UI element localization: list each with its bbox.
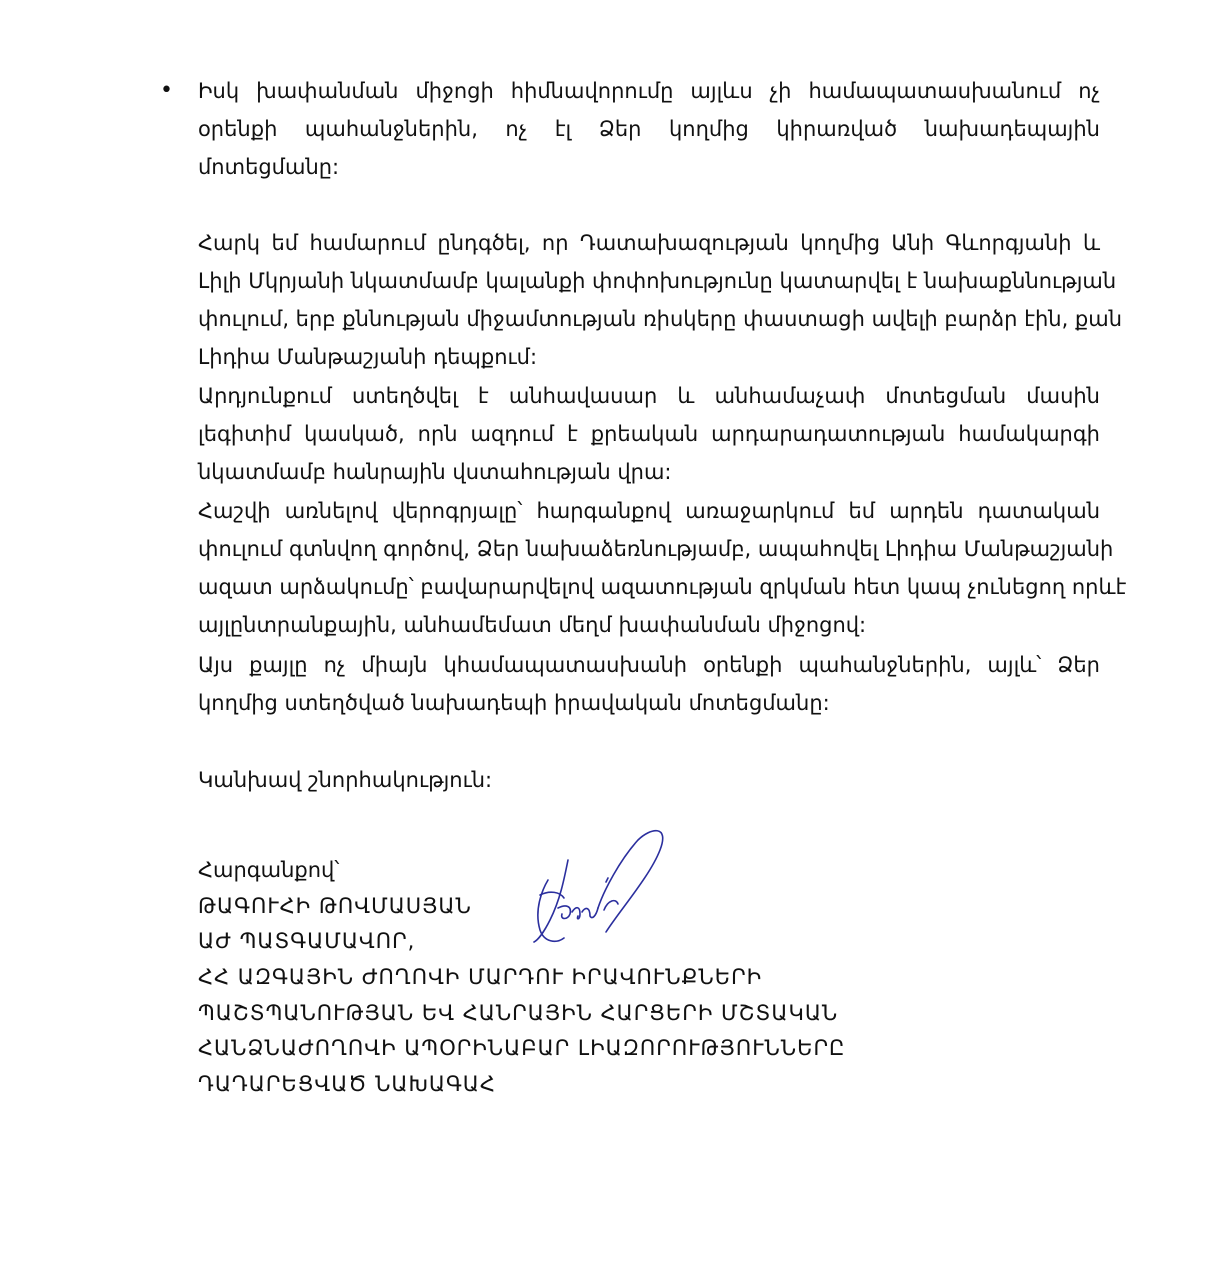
paragraph-3-line-2: փուլում գտնվող գործով, Ձեր նախաձեռնությամբ, ապահովել Լիդիա Մանթաշյանի bbox=[198, 537, 1114, 561]
paragraph-1-line-1: Հարկ եմ համարում ընդգծել, որ Դատախազության կողմից Անի Գևորգյանի և bbox=[198, 231, 1100, 255]
paragraph-4-line-2: կողմից ստեղծված նախադեպի իրավական մոտեցմանը: bbox=[198, 691, 830, 715]
bullet-line-1: Իսկ խափանման միջոցի հիմնավորումը այլևս չի համապատասխանում ոչ bbox=[198, 79, 1100, 103]
paragraph-4-line-1: Այս քայլը ոչ միայն կհամապատասխանի օրենքի պահանջներին, այլև՝ Ձեր bbox=[198, 653, 1100, 677]
paragraph-3-line-3: ազատ արձակումը՝ բավարարվելով ազատության զրկման հետ կապ չունեցող որևէ bbox=[198, 575, 1127, 599]
signatory-title-1: ԱԺ ՊԱՏԳԱՄԱՎՈՐ, bbox=[198, 929, 416, 953]
handwritten-signature bbox=[520, 820, 680, 950]
paragraph-3-line-1: Հաշվի առնելով վերոգրյալը՝ հարգանքով առաջարկում եմ արդեն դատական bbox=[198, 499, 1100, 523]
salutation: Հարգանքով՝ bbox=[198, 858, 340, 882]
closing-thanks: Կանխավ շնորհակություն: bbox=[198, 768, 493, 792]
signatory-name: ԹԱԳՈՒՀԻ ԹՈՎՄԱՍՅԱՆ bbox=[198, 894, 472, 918]
paragraph-1-line-4: Լիդիա Մանթաշյանի դեպքում: bbox=[198, 345, 538, 369]
paragraph-1-line-3: փուլում, երբ քննության միջամտության ռիսկերը փաստացի ավելի բարձր էին, քան bbox=[198, 307, 1123, 331]
paragraph-1-line-2: Լիլի Մկրյանի նկատմամբ կալանքի փոփոխությունը կատարվել է նախաքննության bbox=[198, 269, 1117, 293]
paragraph-2-line-2: լեգիտիմ կասկած, որն ազդում է քրեական արդարադատության համակարգի bbox=[198, 422, 1100, 446]
paragraph-2-line-3: նկատմամբ հանրային վստահության վրա: bbox=[198, 460, 672, 484]
signatory-title-3: ՊԱՇՏՊԱՆՈՒԹՅԱՆ ԵՎ ՀԱՆՐԱՅԻՆ ՀԱՐՑԵՐԻ ՄՇՏԱԿԱՆ bbox=[198, 1001, 839, 1025]
bullet-marker: • bbox=[160, 78, 173, 103]
signatory-title-5: ԴԱԴԱՐԵՑՎԱԾ ՆԱԽԱԳԱՀ bbox=[198, 1072, 496, 1096]
paragraph-2-line-1: Արդյունքում ստեղծվել է անհավասար և անհամաչափ մոտեցման մասին bbox=[198, 384, 1100, 408]
signatory-title-2: ՀՀ ԱԶԳԱՅԻՆ ԺՈՂՈՎԻ ՄԱՐԴՈՒ ԻՐԱՎՈՒՆՔՆԵՐԻ bbox=[198, 965, 763, 989]
signatory-title-4: ՀԱՆՁՆԱԺՈՂՈՎԻ ԱՊՕՐԻՆԱԲԱՐ ԼԻԱԶՈՐՈՒԹՅՈՒՆՆԵՐԸ bbox=[198, 1036, 846, 1060]
paragraph-3-line-4: այլընտրանքային, անհամեմատ մեղմ խափանման միջոցով: bbox=[198, 613, 867, 637]
bullet-line-2: օրենքի պահանջներին, ոչ էլ Ձեր կողմից կիրառված նախադեպային bbox=[198, 117, 1100, 141]
bullet-line-3: մոտեցմանը: bbox=[198, 155, 340, 179]
